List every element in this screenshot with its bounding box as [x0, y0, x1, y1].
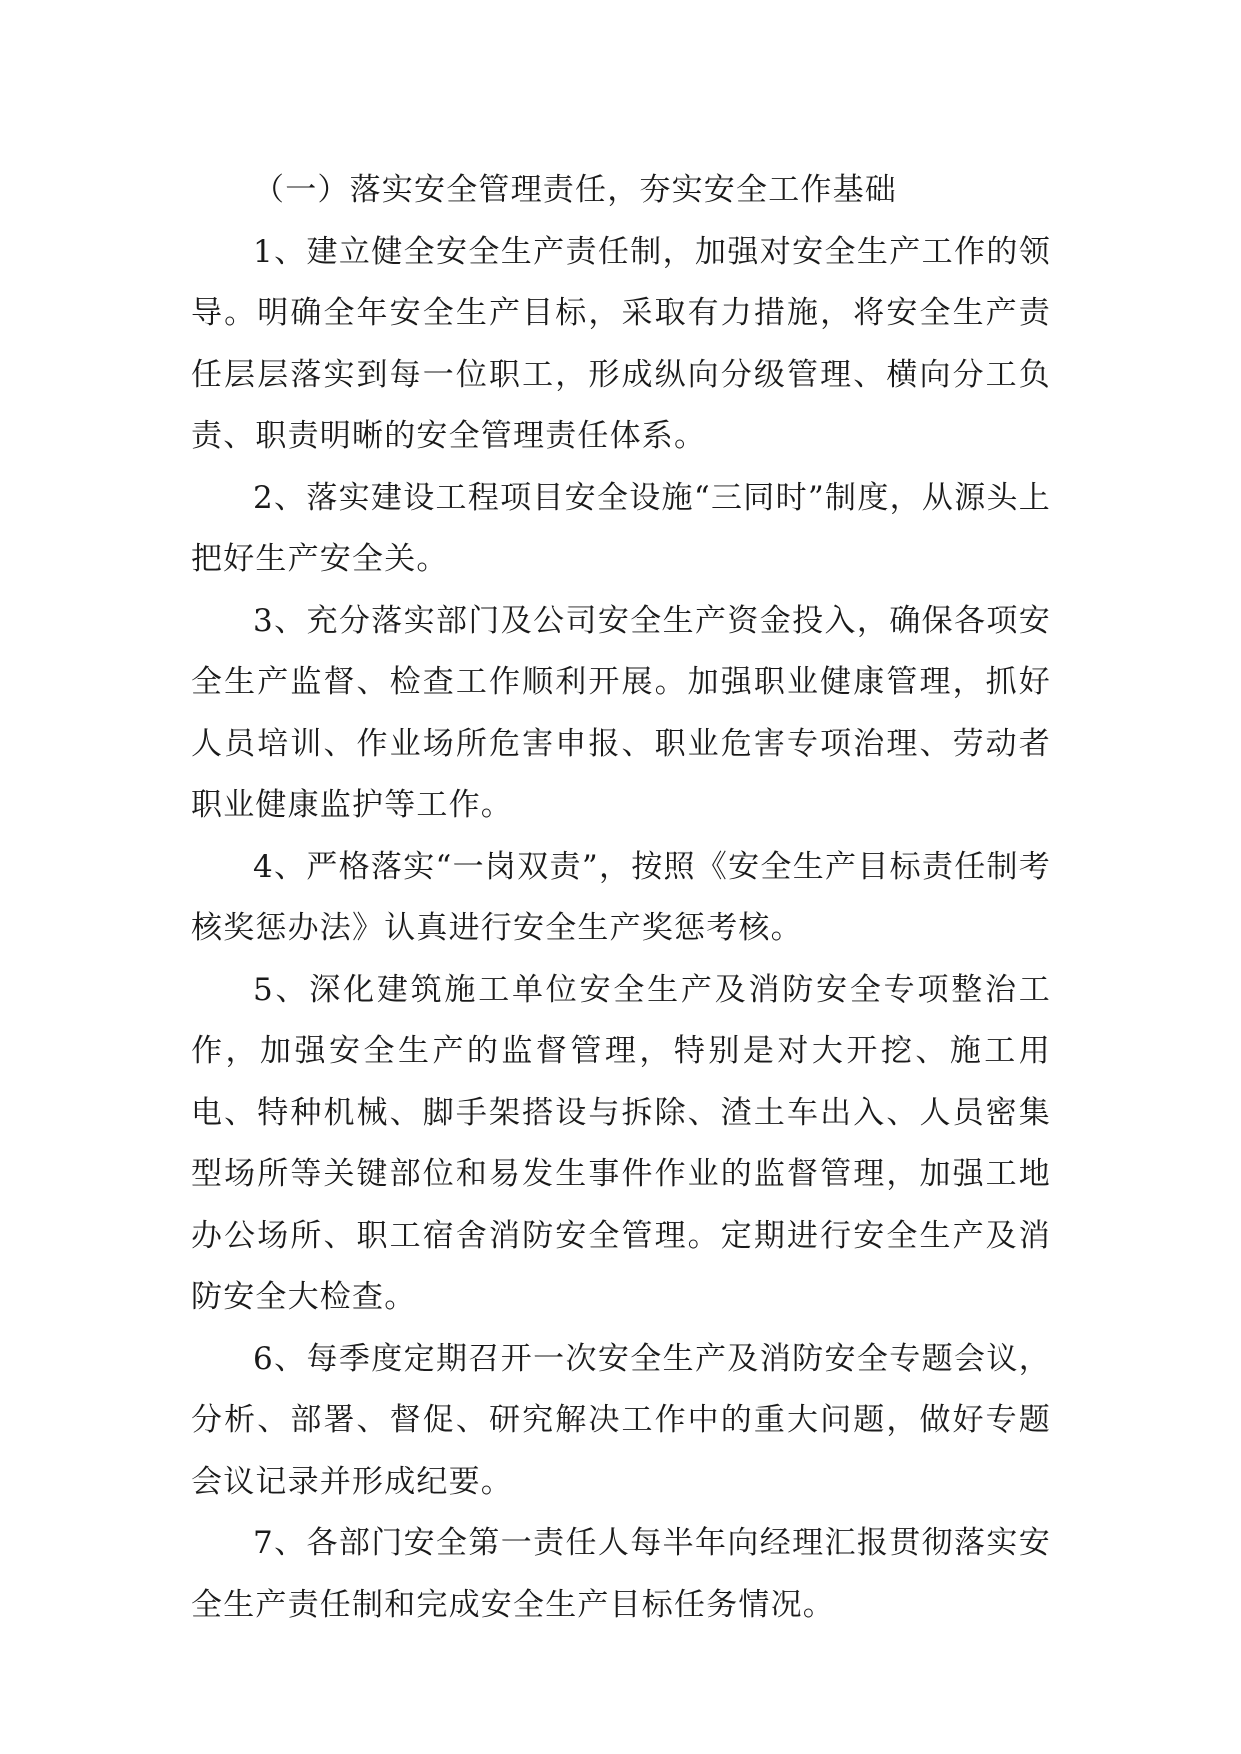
paragraph-4: 4、严格落实“一岗双责”，按照《安全生产目标责任制考核奖惩办法》认真进行安全生产奖惩考核。	[191, 848, 1051, 946]
paragraph-3: 3、充分落实部门及公司安全生产资金投入，确保各项安全生产监督、检查工作顺利开展。加强职业健康管理，抓好人员培训、作业场所危害申报、职业危害专项治理、劳动者职业健康监护等工作。	[191, 602, 1051, 823]
document-body	[191, 160, 1051, 1636]
paragraph-1: 1、建立健全安全生产责任制，加强对安全生产工作的领导。明确全年安全生产目标，采取有力措施，将安全生产责任层层落实到每一位职工，形成纵向分级管理、横向分工负责、职责明晰的安全管理责任体系。	[191, 233, 1051, 454]
paragraph-6: 6、每季度定期召开一次安全生产及消防安全专题会议，分析、部署、督促、研究解决工作中的重大问题，做好专题会议记录并形成纪要。	[191, 1340, 1051, 1500]
section-heading: （一）落实安全管理责任，夯实安全工作基础	[253, 172, 897, 208]
paragraph-2: 2、落实建设工程项目安全设施“三同时”制度，从源头上把好生产安全关。	[191, 479, 1051, 577]
paragraph-5: 5、深化建筑施工单位安全生产及消防安全专项整治工作，加强安全生产的监督管理，特别是对大开挖、施工用电、特种机械、脚手架搭设与拆除、渣土车出入、人员密集型场所等关键部位和易发生事件作业的监督管理，加强工地办公场所、职工宿舍消防安全管理。定期进行安全生产及消防安全大检查。	[191, 971, 1051, 1315]
paragraph-7: 7、各部门安全第一责任人每半年向经理汇报贯彻落实安全生产责任制和完成安全生产目标任务情况。	[191, 1525, 1051, 1623]
